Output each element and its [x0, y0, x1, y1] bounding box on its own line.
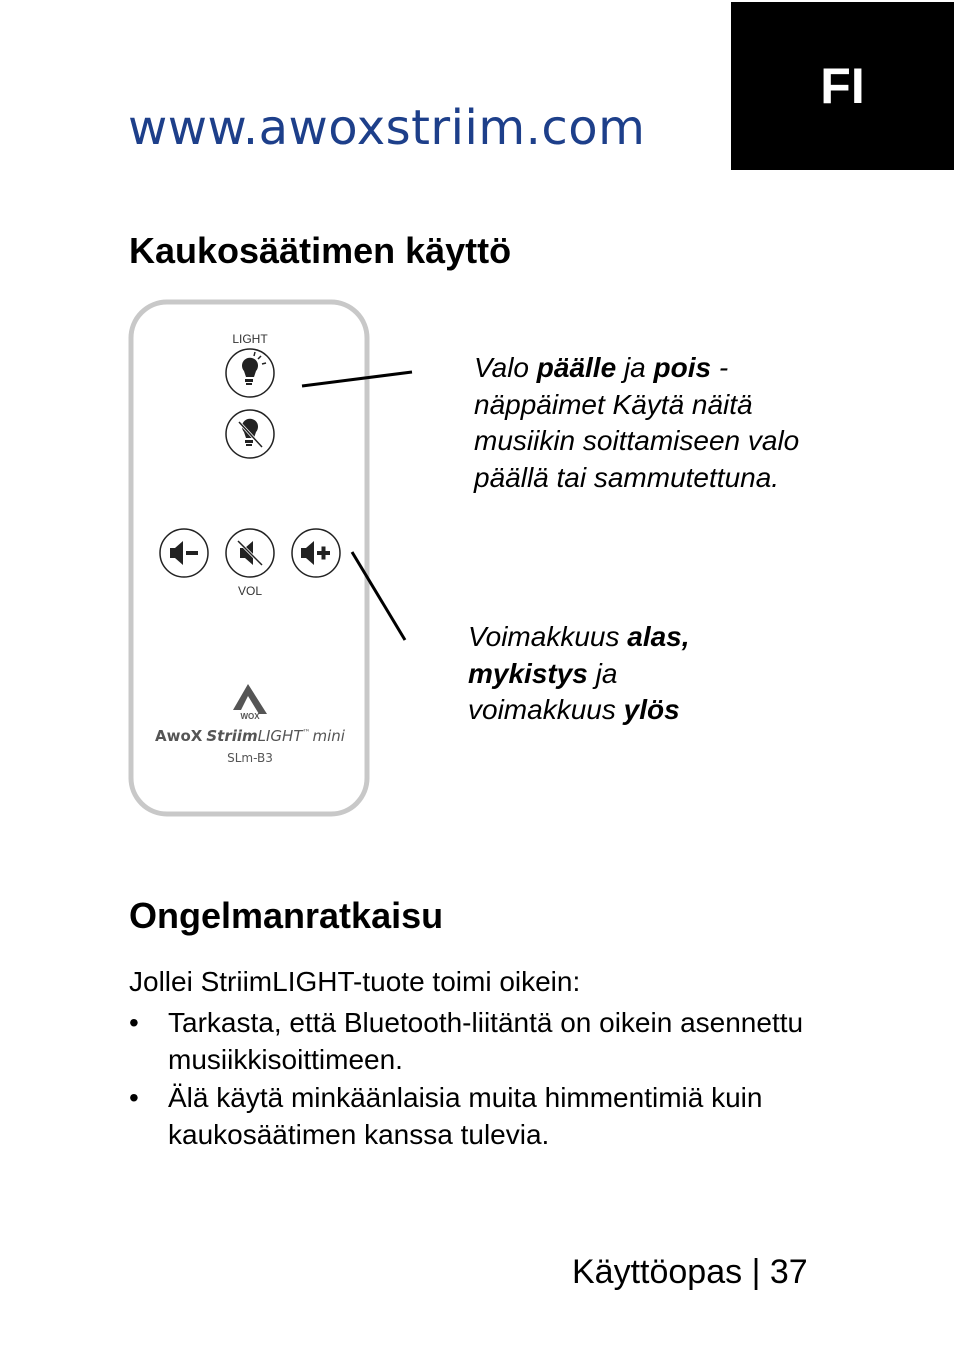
- brand-name: AwoX StriimLIGHT™ mini: [155, 727, 345, 745]
- section-title-troubleshooting: Ongelmanratkaisu: [129, 895, 444, 936]
- bullet-marker: •: [129, 1007, 139, 1038]
- page-footer: [572, 1253, 808, 1292]
- bullet-marker: •: [129, 1082, 139, 1113]
- troubleshooting-intro: Jollei StriimLIGHT-tuote toimi oikein:: [129, 966, 581, 997]
- footer-separator: |: [751, 1253, 761, 1291]
- volume-buttons-callout: Voimakkuus alas, mykistys ja voimakkuus ylös: [468, 621, 690, 725]
- troubleshooting-list: [129, 1004, 829, 1154]
- light-callout-line: [302, 372, 412, 386]
- vol-label: VOL: [237, 584, 263, 598]
- section-title-remote: Kaukosäätimen käyttö: [129, 230, 512, 271]
- page-number: 37: [769, 1253, 808, 1291]
- language-code: FI: [820, 58, 865, 114]
- model-number: SLm-B3: [227, 751, 273, 765]
- list-item: • Älä käytä minkäänlaisia muita himmentimiä kuin kaukosäätimen kanssa tulevia.: [129, 1079, 829, 1153]
- light-buttons-callout: Valo päälle ja pois - näppäimet Käytä näitä musiikin soittamiseen valo päällä tai sammutettuna.: [474, 352, 800, 493]
- volume-callout-line: [352, 552, 405, 640]
- logo-text: WOX: [240, 712, 260, 721]
- website-url[interactable]: www.awoxstriim.com: [128, 100, 646, 156]
- light-label: LIGHT: [232, 332, 268, 346]
- list-item: • Tarkasta, että Bluetooth-liitäntä on oikein asennettu musiikkisoittimeen.: [129, 1004, 829, 1078]
- footer-label: Käyttöopas: [572, 1253, 743, 1291]
